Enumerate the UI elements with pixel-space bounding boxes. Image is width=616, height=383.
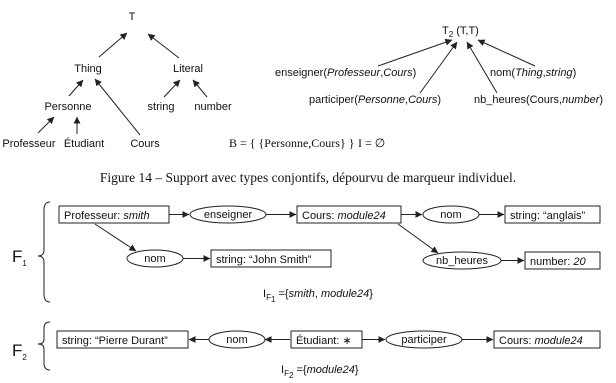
edge-number-literal: [193, 80, 207, 97]
type-etudiant: Étudiant: [63, 138, 105, 150]
type-literal: Literal: [173, 63, 203, 75]
node-string-anglais-label: string: “anglais”: [510, 210, 586, 222]
edge-personne-thing: [69, 80, 83, 96]
fact-f2: [12, 322, 600, 380]
figure-caption: Figure 14 – Support avec types conjontifs, dépourvu de marqueur individuel.: [99, 170, 517, 185]
node-number-20-label: number: 20: [530, 256, 586, 268]
relation-node-participer-label: participer: [401, 334, 447, 346]
edge-thing-top: [99, 33, 127, 57]
f2-label: $F_2$: [12, 341, 27, 362]
relation-top: $T_2$ (T,T): [442, 25, 479, 39]
node-string-pierre-label: string: “Pierre Durant”: [62, 335, 168, 347]
relation-node-nom-2-label: nom: [144, 253, 166, 265]
relation-participer: participer(Personne,Cours): [309, 94, 442, 106]
relation-node-nb-heures-label: nb_heures: [436, 255, 488, 267]
node-etudiant-generic-label: Étudiant: ∗: [296, 335, 352, 347]
edge-enseigner-top: [378, 40, 452, 66]
node-professeur-smith-label: Professeur: smith: [64, 210, 150, 222]
individual-markers: I = ∅: [358, 136, 386, 150]
relation-node-nom-1-label: nom: [440, 209, 462, 221]
edge-cours-thing: [95, 79, 140, 135]
edge-literal-top: [148, 34, 179, 58]
f2-brace: [38, 322, 50, 370]
edge-cours-nbheures: [398, 224, 438, 253]
relation-node-nom-f2-label: nom: [226, 334, 248, 346]
relation-node-enseigner-label: enseigner: [203, 209, 253, 221]
relation-nb-heures: nb_heures(Cours,number): [474, 94, 604, 106]
type-professeur: Professeur: [2, 138, 56, 150]
relation-nom: nom(Thing,string): [490, 67, 577, 79]
type-cours: Cours: [130, 138, 160, 150]
edge-prof-nom: [95, 224, 136, 251]
node-string-john-label: string: “John Smith”: [216, 254, 312, 266]
edge-nom-top: [478, 40, 535, 66]
fact-f1: [12, 202, 600, 304]
banned-types: B = { {Personne,Cours} }: [229, 136, 355, 150]
f1-brace: [38, 202, 50, 302]
type-top: T: [128, 11, 136, 23]
edge-string-literal: [164, 80, 180, 97]
node-cours-module24-label: Cours: module24: [302, 210, 386, 222]
relation-enseigner: enseigner(Professeur,Cours): [275, 67, 417, 79]
f1-individuals: $I_F1$ ={smith, module24}: [263, 288, 373, 304]
type-thing: Thing: [74, 63, 102, 75]
f1-label: $F_1$: [12, 247, 27, 268]
type-string: string: [147, 101, 175, 113]
f2-individuals: $I_F2$ ={module24}: [281, 364, 359, 380]
type-number: number: [194, 101, 232, 113]
concept-type-hierarchy: [2, 11, 385, 150]
relation-type-hierarchy: [275, 25, 603, 106]
type-personne: Personne: [44, 101, 92, 113]
edge-professeur-personne: [38, 117, 54, 133]
node-cours-module24-f2-label: Cours: module24: [499, 335, 583, 347]
